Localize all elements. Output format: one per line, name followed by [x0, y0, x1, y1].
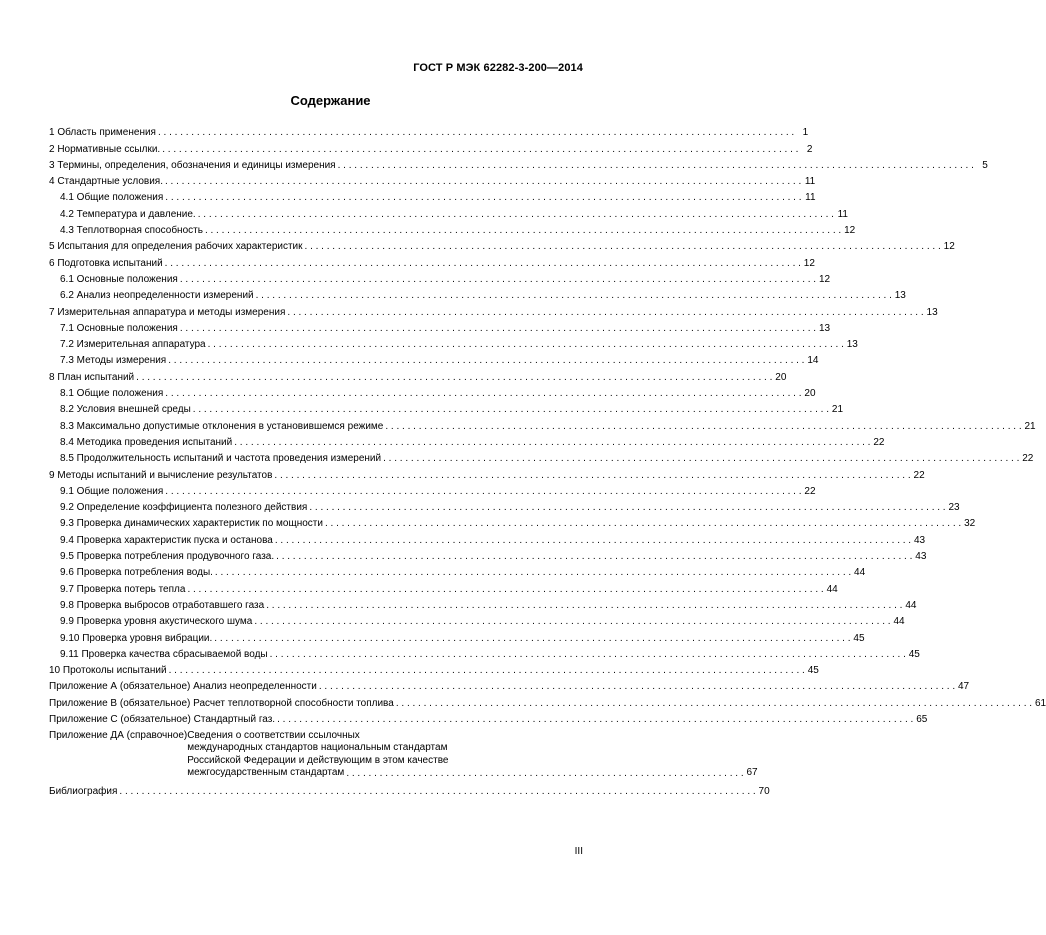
toc-entry[interactable]: [49, 465, 925, 481]
toc-entry-page: 43: [915, 551, 927, 563]
toc-entry-title: 6.2 Анализ неопределенности измерений: [60, 290, 254, 302]
toc-leader-dots: [165, 192, 801, 204]
toc-entry-title: 9.2 Определение коэффициента полезного действия: [60, 502, 308, 514]
toc-entry[interactable]: [49, 384, 816, 400]
toc-entry-title: 4 Стандартные условия.: [49, 176, 163, 188]
toc-leader-dots: [208, 339, 844, 351]
toc-entry-page: 70: [758, 786, 770, 798]
toc-entry[interactable]: [49, 677, 970, 693]
toc-entry[interactable]: [49, 645, 920, 661]
toc-entry-page: 32: [964, 518, 976, 530]
toc-entry-title: Приложение ДА (справочное): [49, 729, 188, 741]
toc-entry-page: 21: [1024, 420, 1036, 432]
toc-leader-dots: [165, 258, 801, 270]
toc-entry-page: 12: [844, 225, 856, 237]
toc-entry[interactable]: [49, 302, 938, 318]
toc-entry-page: 11: [804, 176, 816, 188]
toc-entry-title-line: межгосударственным стандартам: [187, 767, 345, 779]
toc-entry[interactable]: [49, 579, 838, 595]
toc-entry-page: 2: [806, 143, 813, 155]
toc-entry-page: 22: [913, 469, 925, 481]
toc-entry-title: 9.3 Проверка динамических характеристик по мощности: [60, 518, 323, 530]
toc-entry-title: 9.10 Проверка уровня вибрации.: [60, 632, 213, 644]
toc-entry[interactable]: [49, 237, 955, 253]
toc-entry-title-line: международных стандартов национальным стандартам: [187, 742, 448, 754]
toc-entry-title: 9 Методы испытаний и вычисление результатов: [49, 469, 273, 481]
toc-entry[interactable]: [49, 221, 856, 237]
toc-entry[interactable]: [49, 172, 816, 188]
toc-entry[interactable]: [49, 188, 816, 204]
toc-entry-title: 7.1 Основные положения: [60, 322, 178, 334]
toc-leader-dots: [158, 127, 794, 139]
toc-entry-page: 22: [873, 436, 885, 448]
toc-leader-dots: [136, 372, 772, 384]
toc-entry-page: 13: [894, 290, 906, 302]
toc-entry-page: 5: [982, 159, 988, 171]
toc-entry-title: Приложение С (обязательное) Стандартный газ.: [49, 713, 276, 725]
toc-leader-dots: [165, 176, 801, 188]
toc-entry-page: 13: [926, 306, 938, 318]
toc-entry-page: 43: [913, 534, 926, 546]
toc-entry-title: 1 Область применения: [49, 127, 156, 139]
toc-entry-title: 2 Нормативные ссылки.: [49, 143, 161, 155]
toc-entry-title: 6 Подготовка испытаний: [49, 257, 163, 269]
toc-entry-title: 3 Термины, определения, обозначения и единицы измерения: [49, 159, 336, 171]
toc-entry-page: 47: [957, 681, 970, 693]
toc-entry-title: 8.2 Условия внешней среды: [60, 404, 191, 416]
toc-leader-dots: [254, 616, 890, 628]
toc-entry[interactable]: [49, 596, 917, 612]
toc-entry[interactable]: [49, 530, 926, 546]
toc-leader-dots: [214, 633, 850, 645]
toc-leader-dots: [169, 665, 805, 677]
toc-entry-title: 4.1 Общие положения: [60, 192, 164, 204]
toc-entry-page: 13: [846, 339, 858, 351]
toc-entry-title: 6.1 Основные положения: [60, 273, 178, 285]
toc-entry-page: 21: [831, 404, 844, 416]
toc-leader-dots: [287, 307, 923, 319]
toc-entry[interactable]: [49, 547, 927, 563]
toc-entry-appendix-da[interactable]: [49, 729, 758, 780]
toc-entry[interactable]: [49, 156, 988, 172]
toc-entry[interactable]: [49, 563, 866, 579]
toc-entry[interactable]: [49, 661, 819, 677]
toc-leader-dots: [234, 437, 870, 449]
toc-entry-page: 11: [805, 192, 816, 204]
toc-entry-title: 9.1 Общие положения: [60, 485, 164, 497]
toc-leader-dots: [165, 388, 801, 400]
toc-entry[interactable]: [49, 416, 1036, 432]
toc-entry-title: Библиография: [49, 786, 118, 798]
toc-leader-dots: [276, 551, 912, 563]
toc-leader-dots: [274, 470, 910, 482]
toc-leader-dots: [346, 768, 743, 780]
toc-entry-title: 7.2 Измерительная аппаратура: [60, 339, 206, 351]
toc-leader-dots: [309, 502, 945, 514]
toc-leader-dots: [338, 160, 974, 172]
toc-entry[interactable]: [49, 514, 976, 530]
toc-entry-title: 9.9 Проверка уровня акустического шума: [60, 616, 253, 628]
toc-leader-dots: [180, 323, 816, 335]
toc-entry-page: 44: [826, 583, 838, 595]
toc-leader-dots: [198, 209, 834, 221]
toc-entry-page: 13: [818, 322, 831, 334]
toc-entry[interactable]: [49, 351, 819, 367]
toc-entry-page: 20: [775, 371, 787, 383]
toc-entry-page: 65: [916, 713, 928, 725]
page-number: III: [574, 846, 583, 857]
toc-leader-dots: [275, 535, 911, 547]
toc-entry[interactable]: [49, 319, 831, 335]
toc-leader-dots: [162, 144, 798, 156]
toc-leader-dots: [383, 453, 1019, 465]
toc-entry-title-line: Сведения о соответствии ссылочных: [187, 729, 360, 741]
toc-entry[interactable]: [49, 400, 844, 416]
toc-entry[interactable]: [49, 693, 1046, 709]
toc-entry-page: 44: [854, 567, 866, 579]
toc-entry-title: 8 План испытаний: [49, 371, 135, 383]
document-header: ГОСТ Р МЭК 62282-3-200—2014: [413, 62, 583, 74]
toc-leader-dots: [256, 290, 892, 302]
toc-entry-page: 14: [807, 355, 819, 367]
toc-entry-title: 5 Испытания для определения рабочих характеристик: [49, 241, 303, 253]
toc-entry[interactable]: [49, 628, 865, 644]
toc-entry[interactable]: [49, 367, 787, 383]
toc-leader-dots: [215, 567, 851, 579]
toc-entry[interactable]: [49, 253, 815, 269]
toc-leader-dots: [168, 355, 804, 367]
toc-entry[interactable]: [49, 433, 885, 449]
toc-entry[interactable]: [49, 482, 816, 498]
toc-entry[interactable]: [49, 204, 848, 220]
toc-entry-page: 67: [746, 767, 758, 779]
toc-entry-title: Приложение В (обязательное) Расчет теплотворной способности топлива: [49, 697, 394, 709]
toc-entry-page: 20: [804, 388, 816, 400]
toc-entry-page: 45: [807, 665, 819, 677]
toc-leader-dots: [266, 600, 902, 612]
toc-leader-dots: [205, 225, 841, 237]
toc-entry-title: 4.2 Температура и давление.: [60, 208, 196, 220]
toc-entry-title: 8.1 Общие положения: [60, 388, 164, 400]
toc-entry-title: 8.4 Методика проведения испытаний: [60, 436, 233, 448]
toc-entry-title: 10 Протоколы испытаний: [49, 665, 167, 677]
toc-entry[interactable]: [49, 498, 960, 514]
page-title: Содержание: [290, 93, 371, 108]
toc-leader-dots: [119, 786, 755, 798]
toc-entry[interactable]: [49, 710, 928, 726]
toc-leader-dots: [277, 714, 913, 726]
toc-entry-page: 44: [905, 599, 917, 611]
toc-entry-page: 12: [943, 241, 955, 253]
toc-leader-dots: [193, 404, 829, 416]
toc-entry-page: 23: [948, 502, 960, 514]
toc-leader-dots: [305, 241, 941, 253]
table-of-contents: [49, 123, 1046, 798]
toc-entry-page: 12: [818, 273, 831, 285]
toc-entry-bibliography[interactable]: [49, 782, 770, 798]
toc-entry[interactable]: [49, 449, 1034, 465]
toc-entry-title: Приложение А (обязательное) Анализ неопределенности: [49, 681, 317, 693]
toc-entry-title: 9.7 Проверка потерь тепла: [60, 583, 186, 595]
toc-leader-dots: [187, 584, 823, 596]
toc-leader-dots: [319, 681, 955, 693]
toc-entry-page: 11: [837, 208, 848, 220]
toc-entry[interactable]: [49, 286, 906, 302]
toc-entry-title: 7.3 Методы измерения: [60, 355, 167, 367]
toc-entry-title: 7 Измерительная аппаратура и методы измерения: [49, 306, 286, 318]
toc-entry-title: 4.3 Теплотворная способность: [60, 225, 203, 237]
toc-entry-page: 44: [893, 616, 905, 628]
toc-entry-title: 9.4 Проверка характеристик пуска и останова: [60, 534, 273, 546]
toc-entry-title-line: Российской Федерации и действующим в этом качестве: [187, 754, 449, 766]
toc-entry-page: 1: [802, 127, 809, 139]
toc-leader-dots: [270, 649, 906, 661]
toc-entry[interactable]: [49, 139, 813, 155]
toc-entry-title: 8.5 Продолжительность испытаний и частота проведения измерений: [60, 453, 382, 465]
toc-entry-title: 9.5 Проверка потребления продувочного газа.: [60, 551, 275, 563]
toc-entry-page: 61: [1034, 697, 1046, 709]
toc-entry[interactable]: [49, 123, 809, 139]
toc-entry-title: 9.8 Проверка выбросов отработавшего газа: [60, 599, 265, 611]
toc-entry-page: 45: [908, 648, 920, 660]
toc-entry-title: 9.6 Проверка потребления воды.: [60, 567, 213, 579]
toc-entry-page: 22: [804, 485, 816, 497]
toc-entry[interactable]: [49, 270, 831, 286]
toc-leader-dots: [165, 486, 801, 498]
toc-leader-dots: [325, 518, 961, 530]
toc-leader-dots: [180, 274, 816, 286]
toc-leader-dots: [385, 421, 1021, 433]
toc-entry-title: 9.11 Проверка качества сбрасываемой воды: [60, 648, 268, 660]
toc-entry[interactable]: [49, 335, 858, 351]
toc-entry-page: 22: [1022, 453, 1034, 465]
toc-entry-title: 8.3 Максимально допустимые отклонения в установившемся режиме: [60, 420, 384, 432]
toc-entry-page: 12: [803, 257, 815, 269]
toc-entry-page: 45: [853, 632, 865, 644]
toc-leader-dots: [396, 698, 1032, 710]
toc-entry[interactable]: [49, 612, 905, 628]
